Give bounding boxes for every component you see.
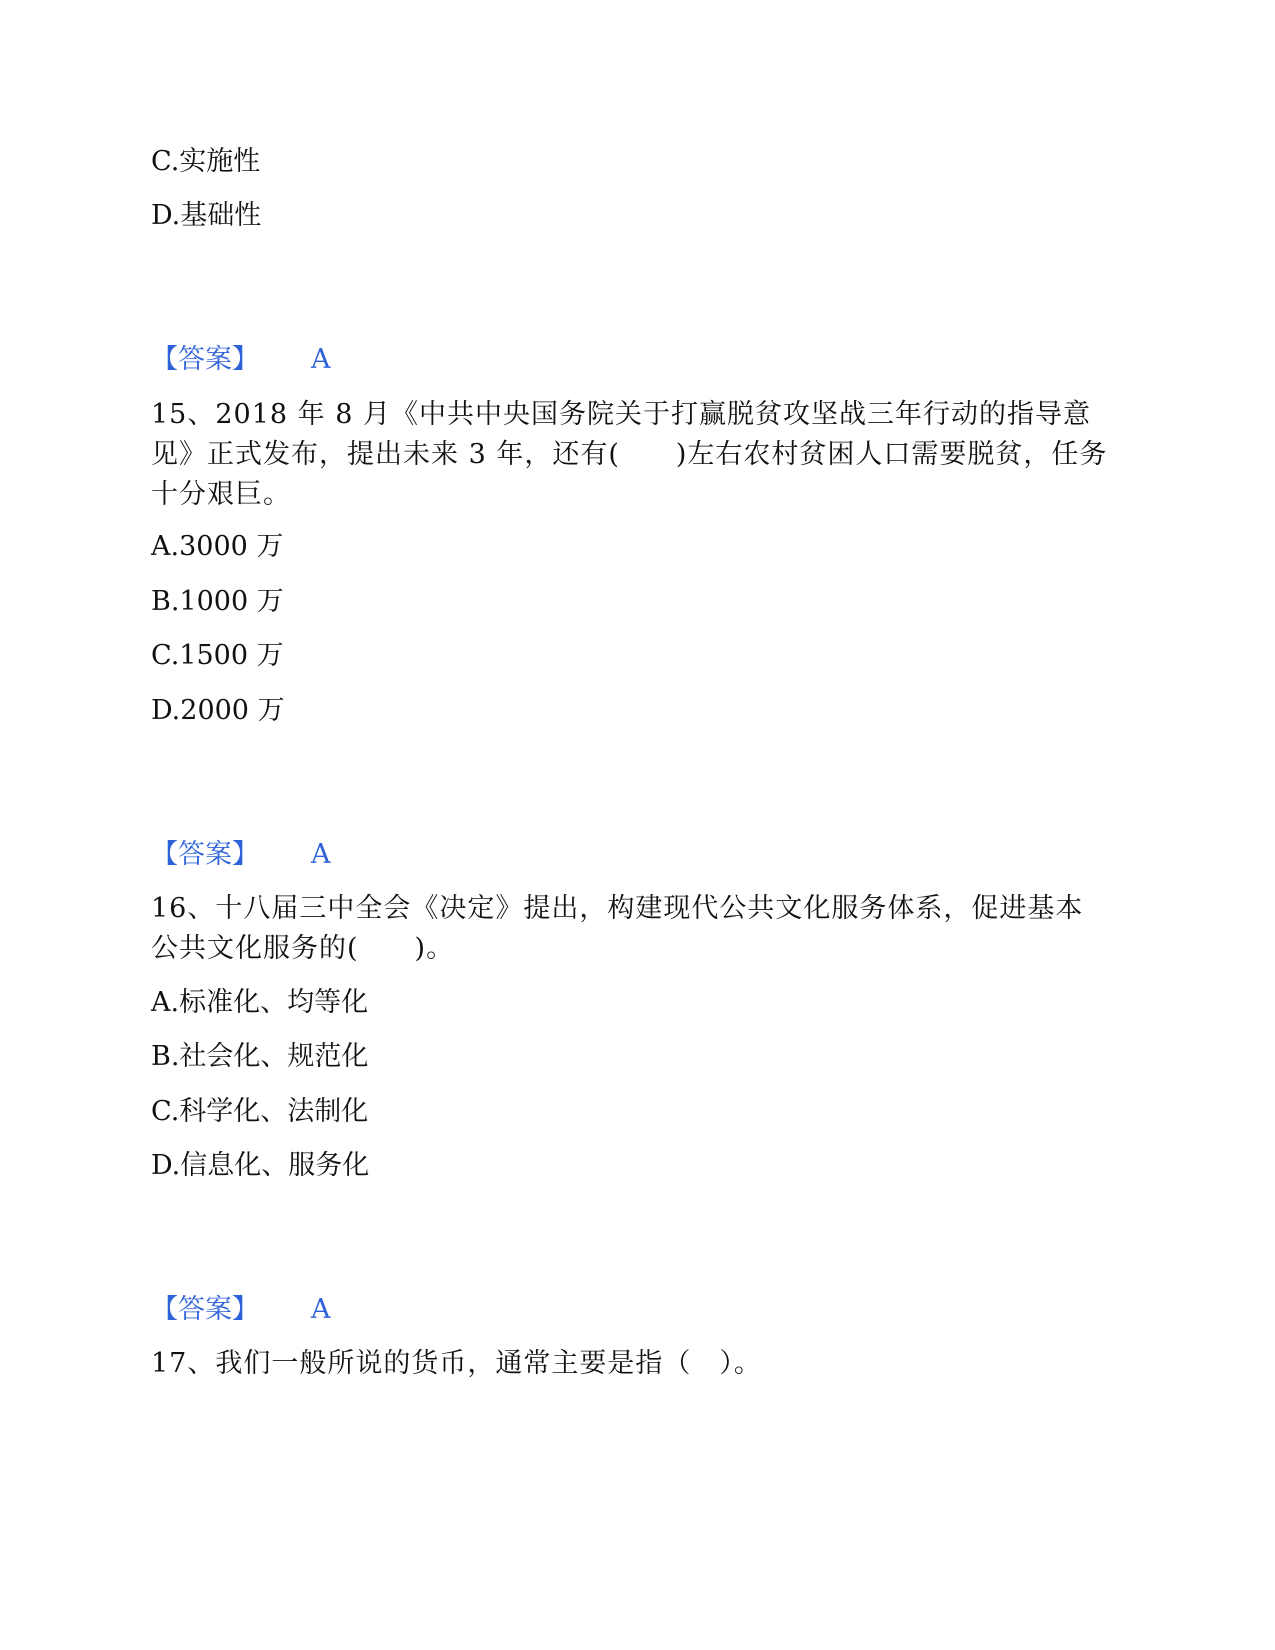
answer-value: A <box>311 1294 331 1325</box>
option-c: C.1500 万 <box>151 640 284 671</box>
option-d: D.基础性 <box>151 200 262 231</box>
option-c: C.科学化、法制化 <box>151 1096 369 1127</box>
option-b: B.1000 万 <box>151 586 284 617</box>
answer-row <box>151 1290 331 1330</box>
answer-value: A <box>311 344 331 375</box>
option-b: B.社会化、规范化 <box>151 1041 369 1072</box>
option-a: A.3000 万 <box>151 531 284 562</box>
question-17-text: 17、我们一般所说的货币，通常主要是指（ ）。 <box>151 1348 762 1379</box>
question-16-text: 16、十八届三中全会《决定》提出，构建现代公共文化服务体系，促进基本公共文化服务的( )。 <box>151 893 1084 964</box>
answer-label: 【答案】 <box>151 839 259 870</box>
option-d: D.信息化、服务化 <box>151 1150 370 1181</box>
option-d: D.2000 万 <box>151 695 285 726</box>
option-c: C.实施性 <box>151 146 261 177</box>
question-15-text: 15、2018 年 8 月《中共中央国务院关于打赢脱贫攻坚战三年行动的指导意见》正式发布，提出未来 3 年，还有( )左右农村贫困人口需要脱贫，任务十分艰巨。 <box>151 399 1108 510</box>
answer-label: 【答案】 <box>151 1294 259 1325</box>
answer-label: 【答案】 <box>151 344 259 375</box>
answer-value: A <box>311 839 331 870</box>
answer-row <box>151 340 331 380</box>
option-a: A.标准化、均等化 <box>151 987 369 1018</box>
answer-row <box>151 835 331 875</box>
